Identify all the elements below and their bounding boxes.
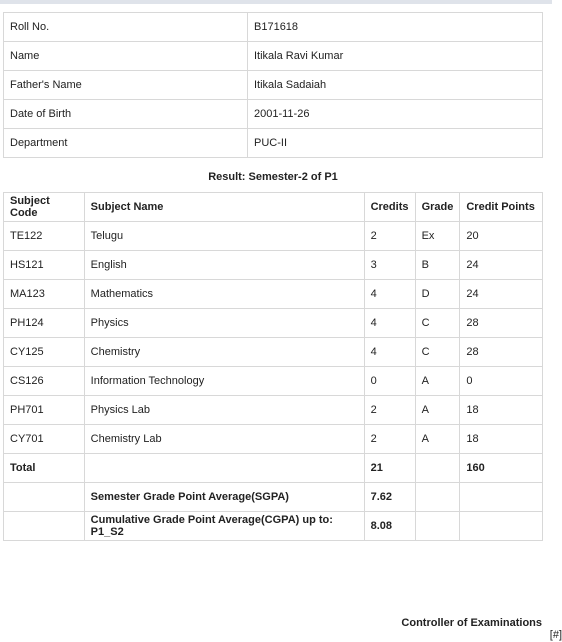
info-label: Date of Birth (4, 100, 248, 129)
result-title: Result: Semester-2 of P1 (208, 171, 338, 183)
info-label: Roll No. (4, 13, 248, 42)
header-credit-points: Credit Points (460, 193, 543, 222)
subject-name-cell: English (84, 251, 364, 280)
subject-code-cell: CY125 (4, 338, 85, 367)
grade-cell: B (415, 251, 460, 280)
student-info-table (3, 12, 543, 158)
cgpa-row (4, 512, 543, 541)
credits-cell: 2 (364, 222, 415, 251)
subject-name-cell: Physics (84, 309, 364, 338)
total-label: Total (4, 454, 85, 483)
grade-cell: D (415, 280, 460, 309)
table-row (4, 396, 543, 425)
info-label: Department (4, 129, 248, 158)
credits-cell: 3 (364, 251, 415, 280)
total-empty (84, 454, 364, 483)
cgpa-empty (4, 512, 85, 541)
subject-name-cell: Mathematics (84, 280, 364, 309)
sgpa-empty-3 (460, 483, 543, 512)
subject-code-cell: CY701 (4, 425, 85, 454)
total-credits: 21 (364, 454, 415, 483)
page-mark: [#] (549, 629, 562, 641)
credit-points-cell: 24 (460, 280, 543, 309)
table-row (4, 338, 543, 367)
total-credit-points: 160 (460, 454, 543, 483)
credit-points-cell: 18 (460, 425, 543, 454)
header-credits: Credits (364, 193, 415, 222)
grade-cell: Ex (415, 222, 460, 251)
subject-code-cell: PH124 (4, 309, 85, 338)
info-value: B171618 (248, 13, 543, 42)
credits-cell: 4 (364, 309, 415, 338)
subject-code-cell: TE122 (4, 222, 85, 251)
cgpa-label: Cumulative Grade Point Average(CGPA) up to: P1_S2 (84, 512, 364, 541)
info-label: Father's Name (4, 71, 248, 100)
sgpa-row (4, 483, 543, 512)
info-value: 2001-11-26 (248, 100, 543, 129)
grade-cell: C (415, 338, 460, 367)
info-row (4, 129, 543, 158)
table-row (4, 309, 543, 338)
subject-name-cell: Physics Lab (84, 396, 364, 425)
info-value: PUC-II (248, 129, 543, 158)
credit-points-cell: 28 (460, 309, 543, 338)
table-row (4, 425, 543, 454)
table-row (4, 367, 543, 396)
cgpa-empty-3 (460, 512, 543, 541)
credits-cell: 4 (364, 338, 415, 367)
header-grade: Grade (415, 193, 460, 222)
sgpa-label: Semester Grade Point Average(SGPA) (84, 483, 364, 512)
sgpa-empty-2 (415, 483, 460, 512)
sgpa-empty (4, 483, 85, 512)
header-subject-code: Subject Code (4, 193, 85, 222)
credits-cell: 0 (364, 367, 415, 396)
subject-code-cell: HS121 (4, 251, 85, 280)
table-row (4, 222, 543, 251)
grades-header-row (4, 193, 543, 222)
info-value: Itikala Sadaiah (248, 71, 543, 100)
subject-name-cell: Telugu (84, 222, 364, 251)
credit-points-cell: 24 (460, 251, 543, 280)
info-value: Itikala Ravi Kumar (248, 42, 543, 71)
table-row (4, 251, 543, 280)
subject-name-cell: Information Technology (84, 367, 364, 396)
total-row (4, 454, 543, 483)
credits-cell: 4 (364, 280, 415, 309)
credit-points-cell: 28 (460, 338, 543, 367)
top-border (0, 0, 552, 4)
sgpa-value: 7.62 (364, 483, 415, 512)
subject-code-cell: PH701 (4, 396, 85, 425)
subject-code-cell: CS126 (4, 367, 85, 396)
grade-cell: A (415, 367, 460, 396)
info-row (4, 100, 543, 129)
subject-name-cell: Chemistry Lab (84, 425, 364, 454)
cgpa-value: 8.08 (364, 512, 415, 541)
credit-points-cell: 0 (460, 367, 543, 396)
signature-label: Controller of Examinations (401, 617, 542, 629)
subject-code-cell: MA123 (4, 280, 85, 309)
subject-name-cell: Chemistry (84, 338, 364, 367)
credit-points-cell: 20 (460, 222, 543, 251)
grade-cell: A (415, 425, 460, 454)
info-row (4, 42, 543, 71)
grades-table (3, 192, 543, 541)
header-subject-name: Subject Name (84, 193, 364, 222)
credit-points-cell: 18 (460, 396, 543, 425)
total-grade-empty (415, 454, 460, 483)
grade-cell: A (415, 396, 460, 425)
table-row (4, 280, 543, 309)
info-row (4, 71, 543, 100)
grade-cell: C (415, 309, 460, 338)
credits-cell: 2 (364, 425, 415, 454)
cgpa-empty-2 (415, 512, 460, 541)
credits-cell: 2 (364, 396, 415, 425)
info-label: Name (4, 42, 248, 71)
info-row (4, 13, 543, 42)
